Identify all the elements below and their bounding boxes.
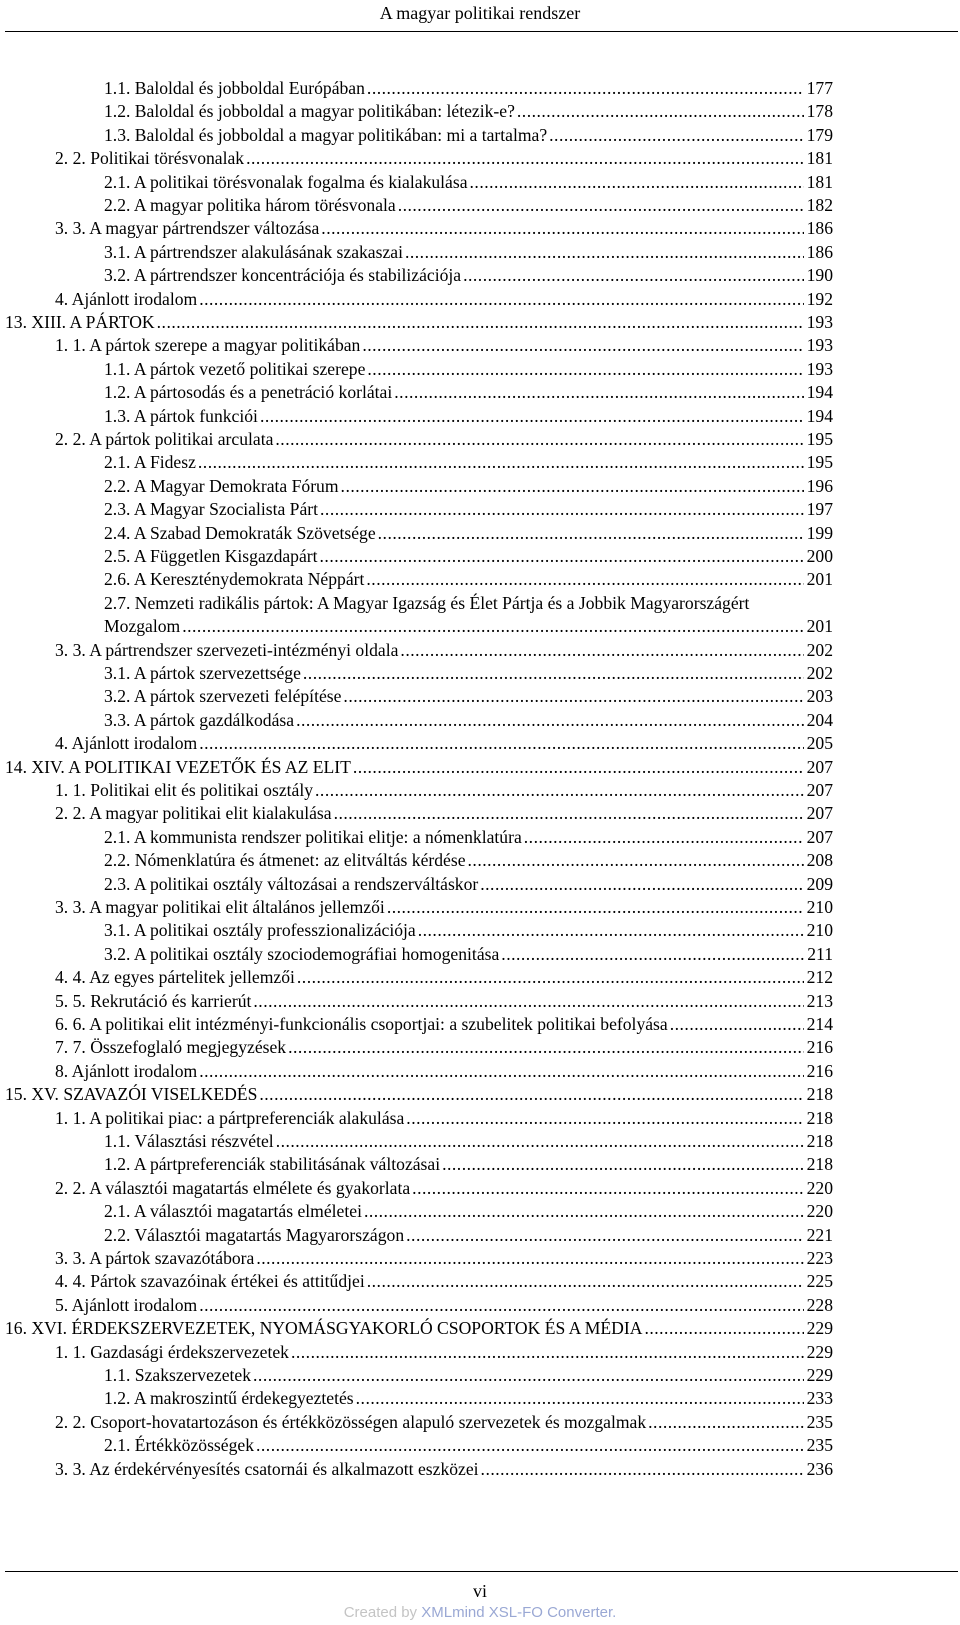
toc-entry[interactable] (5, 755, 833, 779)
toc-entry[interactable] (5, 1082, 833, 1106)
toc-entry-label: 1.1. Szakszervezetek (104, 1365, 252, 1385)
toc-entry[interactable] (55, 427, 833, 451)
toc-entry-page: 225 (806, 1271, 833, 1292)
toc-entry-label: 1.1. Választási részvétel (104, 1131, 274, 1151)
toc-entry-label: 7. 7. Összefoglaló megjegyzések (55, 1037, 287, 1058)
toc-entry[interactable] (55, 1340, 833, 1364)
footer-divider (5, 1571, 958, 1572)
toc-entry-label: 1. 1. A politikai piac: a pártpreferenciák alakulása (55, 1107, 405, 1128)
toc-entry-label: 8. Ajánlott irodalom (55, 1060, 198, 1081)
toc-entry-page: 210 (806, 897, 833, 917)
dot-leader (260, 404, 804, 428)
dot-leader (406, 1223, 803, 1247)
toc-entry-label: 3. 3. A pártok szavazótábora (55, 1248, 255, 1268)
header-divider (5, 31, 958, 32)
toc-entry[interactable] (104, 99, 833, 123)
toc-entry-label: 2. 2. A pártok politikai arculata (55, 429, 274, 449)
toc-entry[interactable] (104, 450, 833, 474)
toc-entry-label: 3.1. A pártrendszer alakulásának szakaszai (104, 241, 403, 262)
dot-leader (367, 1269, 804, 1293)
toc-entry-page: 195 (806, 452, 833, 473)
dot-leader (400, 638, 803, 662)
toc-entry-page: 181 (806, 148, 833, 169)
toc-entry-label: 2.1. Értékközösségek (104, 1435, 254, 1456)
dot-leader (367, 357, 803, 381)
dot-leader (356, 1386, 804, 1410)
toc-entry-label: 3.2. A pártrendszer koncentrációja és stabilizációja (104, 265, 462, 286)
toc-entry-label: 3. 3. A magyar pártrendszer változása (55, 218, 320, 239)
toc-entry-label: 2.3. A politikai osztály változásai a rendszerváltáskor (104, 873, 479, 894)
toc-entry[interactable] (55, 1293, 833, 1317)
toc-entry-page: 201 (806, 569, 833, 590)
toc-entry-label: 6. 6. A politikai elit intézményi-funkcionális csoportjai: a szubelitek politikai befolyása (55, 1014, 668, 1034)
toc-entry-label: 2.1. A választói magatartás elméletei (104, 1201, 362, 1222)
toc-entry-label: 2.2. Nómenklatúra és átmenet: az elitváltás kérdése (104, 850, 466, 871)
toc-entry-page: 210 (806, 920, 833, 941)
dot-leader (480, 872, 803, 896)
toc-entry-page: 216 (806, 1060, 833, 1081)
toc-entry[interactable] (55, 333, 833, 357)
dot-leader (199, 1293, 803, 1317)
toc-entry-page: 208 (806, 850, 833, 871)
toc-entry[interactable] (104, 872, 833, 896)
toc-entry-page: 202 (806, 639, 833, 660)
toc-entry-page: 201 (806, 616, 833, 637)
dot-leader (256, 1433, 804, 1457)
toc-entry-page: 212 (806, 967, 833, 988)
toc-entry[interactable] (104, 1199, 833, 1223)
toc-entry-page: 223 (806, 1248, 833, 1268)
dot-leader (362, 333, 803, 357)
toc-entry-page: 207 (806, 756, 833, 777)
toc-entry-page: 233 (806, 1388, 833, 1409)
toc-entry-page: 207 (806, 780, 833, 800)
toc-entry-page: 200 (806, 546, 833, 566)
toc-entry-label: 3. 3. A pártrendszer szervezeti-intézményi oldala (55, 639, 399, 660)
toc-entry-label: 3. 3. A magyar politikai elit általános jellemzői (55, 897, 385, 917)
dot-leader (394, 380, 803, 404)
dot-leader (291, 1340, 804, 1364)
toc-entry-label: 3.1. A pártok szervezettsége (104, 663, 301, 683)
toc-entry[interactable] (104, 474, 833, 498)
toc-entry-page: 220 (806, 1177, 833, 1198)
toc-entry[interactable] (5, 1316, 833, 1340)
toc-entry[interactable] (104, 848, 833, 872)
credit-brand: XMLmind XSL-FO Converter. (421, 1604, 617, 1621)
dot-leader (315, 778, 804, 802)
toc-entry[interactable] (55, 1457, 833, 1481)
toc-entry[interactable] (104, 661, 833, 685)
toc-entry[interactable] (104, 1223, 833, 1247)
toc-entry[interactable] (104, 942, 833, 966)
dot-leader (648, 1410, 803, 1434)
toc-entry-page: 192 (806, 288, 833, 309)
toc-entry[interactable] (104, 1129, 833, 1153)
toc-entry[interactable] (104, 708, 833, 732)
toc-entry[interactable] (104, 918, 833, 942)
toc-entry[interactable] (55, 1410, 833, 1434)
toc-entry[interactable] (104, 76, 833, 100)
dot-leader (256, 1246, 803, 1270)
toc-entry-page: 203 (806, 686, 833, 707)
dot-leader (468, 848, 804, 872)
toc-entry-label: 15. XV. SZAVAZÓI VISELKEDÉS (5, 1084, 258, 1105)
toc-entry-page: 205 (806, 733, 833, 754)
toc-entry[interactable] (55, 801, 833, 825)
toc-entry-label: 2. 2. Politikai törésvonalak (55, 148, 245, 169)
toc-entry[interactable] (55, 1176, 833, 1200)
dot-leader (549, 123, 803, 147)
toc-entry-page: 193 (806, 312, 833, 332)
toc-entry[interactable] (104, 1152, 833, 1176)
dot-leader (198, 450, 804, 474)
toc-entry-page: 229 (806, 1365, 833, 1385)
toc-entry[interactable] (104, 357, 833, 381)
toc-entry[interactable] (55, 965, 833, 989)
dot-leader (320, 544, 804, 568)
toc-entry-label: 1.2. A pártosodás és a penetráció korlátai (104, 382, 393, 403)
toc-entry[interactable] (55, 895, 833, 919)
toc-entry[interactable] (104, 684, 833, 708)
toc-entry[interactable] (55, 287, 833, 311)
toc-entry-page: 178 (806, 101, 833, 122)
toc-entry-page: 228 (806, 1294, 833, 1315)
toc-entry[interactable] (55, 1246, 833, 1270)
toc-entry-label: 2.2. A Magyar Demokrata Fórum (104, 475, 339, 496)
dot-leader (288, 1035, 804, 1059)
toc-entry-label: 3.2. A politikai osztály szociodemográfiai homogenitása (104, 943, 500, 964)
toc-entry-page: 218 (806, 1084, 833, 1105)
toc-entry-label: 4. 4. Az egyes pártelitek jellemzői (55, 967, 295, 988)
dot-leader (259, 1082, 803, 1106)
dot-leader (199, 287, 803, 311)
toc-entry-label: 13. XIII. A PÁRTOK (5, 312, 155, 332)
toc-entry[interactable] (104, 380, 833, 404)
dot-leader (442, 1152, 804, 1176)
toc-entry-page: 218 (806, 1107, 833, 1128)
dot-leader (378, 521, 804, 545)
dot-leader (320, 497, 804, 521)
toc-entry-label: 2. 2. A magyar politikai elit kialakulása (55, 803, 332, 824)
dot-leader (463, 263, 804, 287)
toc-entry[interactable] (104, 825, 833, 849)
toc-entry-page: 196 (806, 475, 833, 496)
toc-entry-label: 1.2. A makroszintű érdekegyeztetés (104, 1388, 354, 1409)
toc-entry-page: 195 (806, 429, 833, 449)
dot-leader (524, 825, 804, 849)
dot-leader (253, 989, 803, 1013)
toc-entry[interactable] (55, 731, 833, 755)
dot-leader (366, 567, 803, 591)
dot-leader (157, 310, 804, 334)
toc-entry[interactable] (55, 638, 833, 662)
toc-entry-label: 4. Ajánlott irodalom (55, 288, 198, 309)
dot-leader (303, 661, 804, 685)
dot-leader (276, 1129, 804, 1153)
toc-entry[interactable] (104, 544, 833, 568)
dot-leader (470, 170, 804, 194)
dot-leader (353, 755, 804, 779)
dot-leader (387, 895, 804, 919)
dot-leader (406, 1106, 803, 1130)
toc-entry[interactable] (55, 1106, 833, 1130)
toc-entry-label: 5. 5. Rekrutáció és karrierút (55, 990, 252, 1011)
dot-leader (297, 965, 804, 989)
dot-leader (321, 216, 803, 240)
toc-entry-label: 3.1. A politikai osztály professzionalizációja (104, 920, 416, 941)
toc-entry-page: 186 (806, 218, 833, 239)
toc-entry[interactable] (104, 170, 833, 194)
toc-entry-page: 186 (806, 241, 833, 262)
dot-leader (275, 427, 803, 451)
toc-entry-label: 1.3. A pártok funkciói (104, 405, 258, 426)
toc-entry-label: 3.2. A pártok szervezeti felépítése (104, 686, 342, 707)
toc-entry-page: 199 (806, 522, 833, 543)
toc-entry-page: 207 (806, 803, 833, 824)
toc-entry-label[interactable]: 2.7. Nemzeti radikális pártok: A Magyar Igazság és Élet Pártja és a Jobbik Magyarországért (104, 592, 750, 613)
toc-entry-label: 3. 3. Az érdekérvényesítés csatornái és alkalmazott eszközei (55, 1458, 479, 1479)
dot-leader (334, 801, 804, 825)
toc-entry[interactable] (104, 1386, 833, 1410)
toc-entry-page: 204 (806, 709, 833, 730)
dot-leader (517, 99, 804, 123)
toc-entry-page: 207 (806, 826, 833, 847)
toc-entry-page: 181 (806, 171, 833, 192)
toc-entry-label: 1.3. Baloldal és jobboldal a magyar politikában: mi a tartalma? (104, 124, 548, 145)
toc-entry-label: 4. 4. Pártok szavazóinak értékei és attitűdjei (55, 1271, 365, 1292)
toc-entry[interactable] (104, 263, 833, 287)
toc-entry-label: 2.1. A politikai törésvonalak fogalma és kialakulása (104, 171, 468, 192)
toc-entry-label: 2.3. A Magyar Szocialista Párt (104, 499, 319, 520)
toc-entry-page: 218 (806, 1131, 833, 1151)
toc-entry[interactable] (104, 1363, 833, 1387)
dot-leader (182, 614, 803, 638)
toc-entry[interactable] (104, 521, 833, 545)
toc-entry-label: 1. 1. Gazdasági érdekszervezetek (55, 1341, 289, 1362)
toc-entry-page: 190 (806, 265, 833, 286)
toc-entry[interactable] (55, 146, 833, 170)
toc-entry[interactable] (55, 1059, 833, 1083)
dot-leader (644, 1316, 803, 1340)
toc-entry-page: 236 (806, 1458, 833, 1479)
dot-leader (418, 918, 804, 942)
running-header (0, 0, 960, 28)
dot-leader (343, 684, 803, 708)
toc-entry-label: 3.3. A pártok gazdálkodása (104, 709, 295, 730)
dot-leader (364, 1199, 804, 1223)
toc-entry-page: 193 (806, 358, 833, 379)
toc-entry[interactable] (104, 123, 833, 147)
toc-entry[interactable] (104, 404, 833, 428)
toc-entry-label: 16. XVI. ÉRDEKSZERVEZETEK, NYOMÁSGYAKORLÓ CSOPORTOK ÉS A MÉDIA (5, 1318, 643, 1339)
dot-leader (412, 1176, 803, 1200)
toc-entry-page: 216 (806, 1037, 833, 1058)
toc-entry-page: 229 (806, 1318, 833, 1339)
page-number: vi (472, 1581, 487, 1601)
toc-entry-page: 182 (806, 195, 833, 215)
toc-entry-page: 229 (806, 1341, 833, 1362)
toc-entry-label: 2.1. A kommunista rendszer politikai elitje: a nómenklatúra (104, 826, 522, 847)
toc-entry[interactable] (104, 240, 833, 264)
dot-leader (253, 1363, 804, 1387)
dot-leader (405, 240, 804, 264)
running-header-title: A magyar politikai rendszer (379, 3, 581, 23)
toc-entry-page: 218 (806, 1154, 833, 1175)
toc-entry-page: 213 (806, 990, 833, 1011)
dot-leader (199, 1059, 803, 1083)
toc-entry-label: 1.2. Baloldal és jobboldal a magyar politikában: létezik-e? (104, 101, 515, 122)
toc-entry-page: 193 (806, 335, 833, 356)
toc-entry-page: 211 (807, 943, 833, 964)
dot-leader (246, 146, 804, 170)
toc-entry-page: 220 (806, 1201, 833, 1222)
toc-entry-page: 235 (806, 1435, 833, 1456)
toc-entry-page: 214 (806, 1014, 833, 1034)
toc-entry-page: 194 (806, 382, 833, 403)
dot-leader (341, 474, 804, 498)
toc-entry[interactable] (55, 1012, 833, 1036)
toc-entry-label: 2.1. A Fidesz (104, 452, 196, 473)
toc-entry-label-continued: Mozgalom (104, 616, 181, 637)
toc-entry-page: 209 (806, 873, 833, 894)
toc-entry[interactable] (55, 989, 833, 1013)
converter-credit (0, 1603, 960, 1623)
dot-leader (367, 76, 804, 100)
toc-entry[interactable] (55, 778, 833, 802)
toc-entry-label: 2. 2. Csoport-hovatartozáson és értékközösségen alapuló szervezetek és mozgalmak (55, 1411, 647, 1432)
toc-entry[interactable] (104, 497, 833, 521)
dot-leader (199, 731, 803, 755)
toc-entry-label: 2.5. A Független Kisgazdapárt (104, 546, 318, 566)
toc-entry-page: 177 (806, 78, 833, 98)
toc-entry-page: 197 (806, 499, 833, 520)
toc-entry-page: 202 (806, 663, 833, 683)
dot-leader (398, 193, 804, 217)
toc-entry-label: 14. XIV. A POLITIKAI VEZETŐK ÉS AZ ELIT (5, 756, 351, 777)
toc-entry-label: 2.4. A Szabad Demokraták Szövetsége (104, 522, 376, 543)
dot-leader (501, 942, 804, 966)
toc-entry[interactable] (104, 1433, 833, 1457)
toc-entry-label: 4. Ajánlott irodalom (55, 733, 198, 754)
toc-entry-label: 1. 1. Politikai elit és politikai osztály (55, 780, 314, 800)
toc-entry-label: 1.2. A pártpreferenciák stabilitásának változásai (104, 1154, 441, 1175)
dot-leader (296, 708, 804, 732)
toc-entry-label: 5. Ajánlott irodalom (55, 1294, 198, 1315)
toc-entry-page: 221 (806, 1224, 833, 1245)
dot-leader (481, 1457, 804, 1481)
dot-leader (670, 1012, 804, 1036)
toc-entry-page: 194 (806, 405, 833, 426)
toc-entry-label: 2.6. A Kereszténydemokrata Néppárt (104, 569, 365, 590)
toc-entry-page: 179 (806, 124, 833, 145)
toc-entry-page: 235 (806, 1411, 833, 1432)
toc-entry-label: 2. 2. A választói magatartás elmélete és gyakorlata (55, 1177, 411, 1198)
toc-entry[interactable] (55, 1269, 833, 1293)
toc-entry-label: 2.2. A magyar politika három törésvonala (104, 195, 396, 215)
credit-prefix: Created by (343, 1604, 422, 1621)
toc-entry[interactable] (104, 614, 833, 638)
toc-entry-label: 1.1. Baloldal és jobboldal Európában (104, 78, 365, 98)
toc-entry-label: 1. 1. A pártok szerepe a magyar politikában (55, 335, 361, 356)
toc-entry-label: 2.2. Választói magatartás Magyarországon (104, 1224, 405, 1245)
toc-entry[interactable] (55, 1035, 833, 1059)
toc-entry[interactable] (55, 216, 833, 240)
toc-entry[interactable] (104, 193, 833, 217)
toc-entry-label: 1.1. A pártok vezető politikai szerepe (104, 358, 366, 379)
toc-entry[interactable] (5, 310, 833, 334)
toc-entry[interactable] (104, 567, 833, 591)
